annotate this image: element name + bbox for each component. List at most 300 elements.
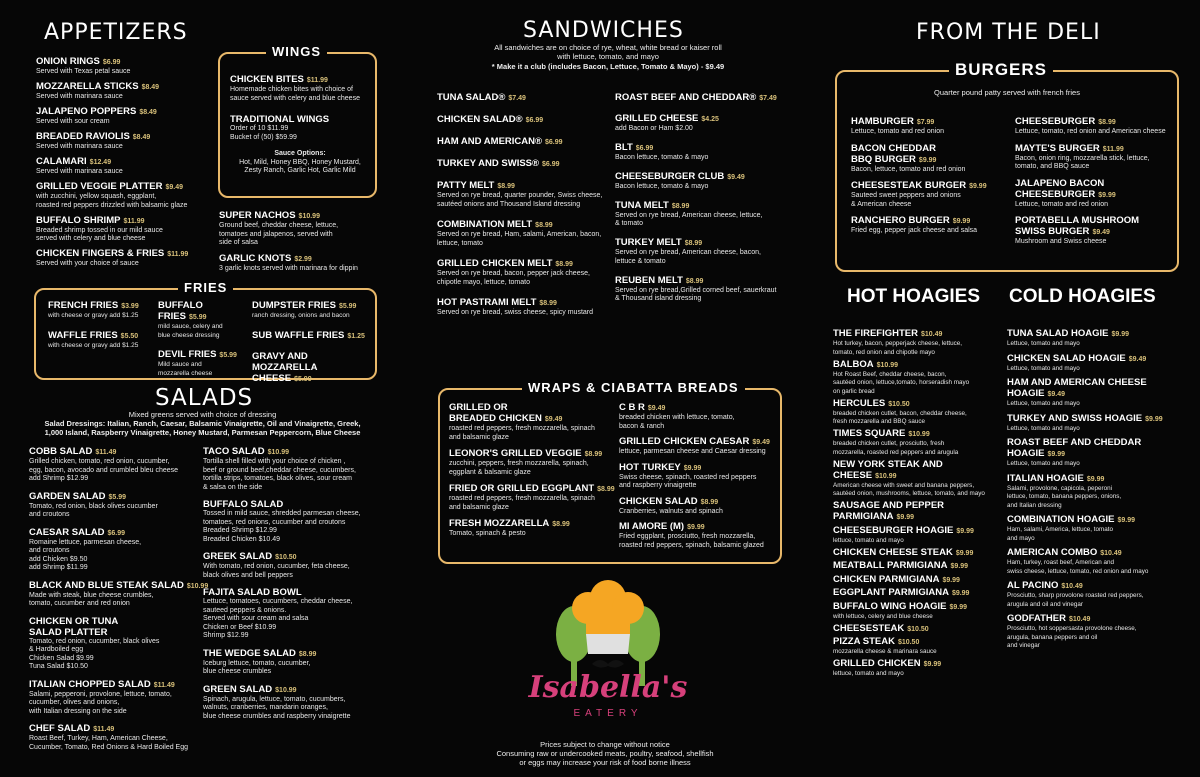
menu-item — [833, 560, 1003, 572]
menu-item-name — [833, 500, 1003, 523]
menu-item-name — [615, 113, 785, 125]
menu-item — [851, 116, 1016, 137]
menu-item — [203, 446, 388, 492]
menu-item — [36, 131, 221, 152]
menu-item — [1007, 473, 1187, 511]
fries-item-name — [158, 349, 253, 361]
fries-item-price: $5.99 — [338, 303, 357, 310]
item-name-text: BREADED RAVIOLIS — [36, 131, 130, 142]
item-name-text: HAM AND AMERICAN CHEESE HOAGIE — [1007, 377, 1147, 399]
item-price: $9.99 — [956, 527, 974, 535]
item-description: lettuce, tomato and mayo — [833, 536, 904, 544]
fries-name-text: GRAVY AND MOZZARELLA CHEESE — [252, 350, 318, 384]
menu-item — [29, 580, 209, 609]
menu-item-name — [36, 56, 221, 68]
item-price: $7.49 — [759, 95, 777, 102]
menu-item-name — [1007, 613, 1187, 625]
item-price: $10.49 — [1068, 616, 1091, 623]
item-price: $8.99 — [539, 300, 557, 307]
item-description: Hot turkey, bacon, pepperjack cheese, lettuce, tomato, red onion and chipotle mayo — [833, 340, 963, 356]
menu-item — [203, 648, 388, 677]
item-description: Tomato, red onion, cucumber, black olives & Hardboiled egg Chicken Salad $9.99 Tuna Salad $10.50 — [29, 637, 160, 670]
menu-item-name — [619, 436, 777, 448]
menu-item — [833, 636, 1003, 657]
menu-item-name — [29, 723, 209, 735]
burgers-right-list — [1015, 116, 1175, 253]
menu-item — [833, 328, 1003, 357]
menu-item-name — [437, 136, 615, 148]
item-name-text: HOT PASTRAMI MELT — [437, 297, 537, 308]
item-description: add Bacon or Ham $2.00 — [615, 124, 693, 132]
item-name-text: C B R — [619, 402, 645, 413]
item-price: $8.99 — [700, 498, 719, 506]
menu-item — [851, 180, 1016, 209]
item-price: $10.99 — [876, 361, 899, 369]
item-price: $10.99 — [298, 213, 320, 220]
item-description: Served with your choice of sauce — [36, 260, 139, 267]
salads-left-list — [29, 446, 209, 759]
fries-item — [252, 300, 374, 321]
item-price: $10.50 — [888, 400, 910, 408]
menu-item-name — [1007, 514, 1187, 526]
item-name-text: FRESH MOZZARELLA — [449, 518, 550, 529]
item-name-text: LEONOR'S GRILLED VEGGIE — [449, 448, 582, 459]
wings-traditional-name: TRADITIONAL WINGS — [230, 114, 330, 125]
item-description: Lettuce, tomato and mayo — [1007, 424, 1080, 432]
fries-item-name — [252, 300, 374, 312]
item-description: Salami, provolone, capicola, peperoni lettuce, tomato, banana peppers, onions, and Italian dressing — [1007, 484, 1122, 509]
item-price: $6.99 — [635, 144, 654, 152]
fries-item-name — [252, 330, 374, 342]
wings-bites-name: CHICKEN BITES — [230, 74, 304, 85]
item-price: $9.99 — [969, 183, 987, 190]
item-price: $8.99 — [497, 183, 515, 190]
menu-item — [1007, 377, 1187, 409]
item-price: $9.99 — [1111, 331, 1130, 338]
item-description: Served on rye bread, American cheese, bacon, lettuce & tomato — [615, 249, 761, 265]
item-name-text: PATTY MELT — [437, 180, 495, 191]
item-price: $8.99 — [671, 202, 690, 210]
item-name-text: GREEK SALAD — [203, 551, 273, 562]
menu-item-name — [29, 679, 209, 691]
item-name-text: GRILLED CHICKEN — [833, 658, 921, 669]
menu-item — [851, 215, 1016, 236]
menu-item-name — [615, 237, 785, 249]
item-price: $6.99 — [544, 139, 563, 146]
item-price: $12.49 — [89, 159, 112, 166]
fries-item-price: $5.99 — [294, 375, 312, 383]
item-name-text: PIZZA STEAK — [833, 636, 895, 647]
item-description: breaded chicken cutlet, prosciutto, fresh mozzarella, roasted red peppers and arugula — [833, 440, 959, 456]
menu-item-name — [437, 258, 615, 270]
item-name-text: BUFFALO SALAD — [203, 499, 284, 510]
item-price: $6.99 — [102, 59, 121, 66]
menu-item — [36, 81, 221, 102]
wings-bites-desc: Homemade chicken bites with choice of sauce served with celery and blue cheese — [230, 86, 360, 102]
item-description: Cranberries, walnuts and spinach — [619, 507, 723, 515]
item-description: Tomato, red onion, black olives cucumber and croutons — [29, 502, 158, 518]
wings-title: WINGS — [266, 44, 327, 59]
item-description: Served on rye bread, quarter pounder, Swiss cheese, sautéed onions and Thousand Island dressing — [437, 192, 603, 208]
menu-item-name — [619, 496, 777, 508]
menu-item — [833, 601, 1003, 622]
fries-title: FRIES — [178, 280, 233, 295]
menu-item — [615, 275, 785, 304]
item-name-text: ROAST BEEF AND CHEDDAR® — [615, 92, 757, 103]
item-description: lettuce, parmesan cheese and Caesar dressing — [619, 448, 766, 455]
menu-item — [203, 684, 388, 722]
menu-item — [437, 92, 615, 104]
item-description: Tomato, spinach & pesto — [449, 530, 526, 537]
wraps-box — [438, 380, 782, 564]
menu-item-name — [36, 248, 221, 260]
item-description: Bacon lettuce, tomato & mayo — [615, 182, 709, 190]
item-description: Ham, turkey, roast beef, American and swiss cheese, lettuce, tomato, red onion and mayo — [1007, 559, 1149, 575]
item-name-text: THE WEDGE SALAD — [203, 647, 296, 659]
item-price: $8.99 — [555, 261, 573, 268]
menu-item — [29, 527, 209, 573]
item-name-text: EGGPLANT PARMIGIANA — [833, 587, 949, 598]
item-description: with zucchini, yellow squash, eggplant, roasted red peppers drizzled with balsamic glaze — [36, 193, 188, 209]
item-name-text: CHEESEBURGER CLUB — [615, 170, 725, 182]
item-price: $11.99 — [123, 217, 145, 225]
menu-item — [29, 679, 209, 717]
menu-item — [29, 491, 209, 520]
sandwiches-left-list — [437, 92, 615, 328]
menu-item-name — [219, 210, 389, 222]
menu-item-name — [449, 518, 619, 530]
item-name-text: HERCULES — [833, 397, 886, 409]
menu-item-name — [1007, 353, 1187, 365]
menu-item — [833, 574, 1003, 586]
item-name-text: MI AMORE (M) — [619, 521, 685, 532]
item-description: American cheese with sweet and banana peppers, sautéed onion, mushrooms, lettuce, tomato, and mayo — [833, 481, 985, 497]
fries-name-text: SUB WAFFLE FRIES — [252, 329, 345, 341]
logo-subtitle: EATERY — [573, 708, 643, 719]
menu-item — [1007, 580, 1187, 609]
menu-item-name — [29, 527, 209, 539]
menu-item-name — [619, 402, 777, 414]
burgers-intro: Quarter pound patty served with french fries — [934, 88, 1080, 97]
menu-item — [1015, 215, 1175, 247]
item-price: $9.99 — [950, 563, 969, 570]
item-price: $11.99 — [167, 251, 189, 258]
menu-item — [203, 587, 388, 641]
fries-name-text: DEVIL FRIES — [158, 349, 217, 360]
item-name-text: SUPER NACHOS — [219, 210, 296, 221]
item-description: Served with Texas petal sauce — [36, 68, 131, 75]
menu-item — [437, 114, 615, 126]
deli-title: FROM THE DELI — [916, 20, 1101, 45]
item-price: $9.99 — [918, 156, 937, 164]
menu-item-name — [1007, 547, 1187, 559]
hot-hoagies-list — [833, 328, 1003, 680]
appetizers-extra-list — [219, 210, 389, 278]
item-name-text: NEW YORK STEAK AND CHEESE — [833, 458, 943, 481]
item-price: $11.49 — [95, 449, 117, 456]
cold-hoagies-title: COLD HOAGIES — [1009, 286, 1156, 307]
menu-item — [449, 402, 619, 442]
item-name-text: PORTABELLA MUSHROOM SWISS BURGER — [1015, 215, 1140, 237]
sandwiches-intro: All sandwiches are on choice of rye, wheat, white bread or kaiser roll with lettuce, tomato, and mayo — [494, 43, 722, 61]
menu-item-name — [36, 131, 221, 143]
menu-item-name — [437, 158, 615, 170]
menu-item — [36, 156, 221, 177]
item-name-text: BUFFALO SHRIMP — [36, 214, 121, 226]
item-name-text: FRIED OR GRILLED EGGPLANT — [449, 483, 595, 494]
menu-item — [1015, 143, 1175, 172]
item-name-text: GRILLED VEGGIE PLATTER — [36, 181, 163, 192]
fries-item-name — [48, 330, 166, 342]
item-name-text: GRILLED CHEESE — [615, 112, 699, 124]
menu-item-name — [833, 587, 1003, 599]
item-price: $9.99 — [942, 576, 960, 584]
cold-hoagies-list — [1007, 328, 1187, 655]
item-name-text: GARLIC KNOTS — [219, 252, 292, 264]
menu-item-name — [449, 483, 619, 495]
menu-item — [437, 258, 615, 287]
menu-item — [449, 518, 619, 539]
item-price: $11.99 — [1102, 145, 1124, 153]
item-description: zucchini, peppers, fresh mozzarella, spinach, eggplant & balsamic glaze — [449, 460, 589, 476]
item-price: $2.99 — [294, 255, 312, 263]
item-price: $10.50 — [275, 554, 297, 561]
item-description: Served on rye bread, bacon, pepper jack cheese, chipotle mayo, lettuce, tomato — [437, 270, 590, 286]
item-description: Served on rye bread, Ham, salami, American, bacon, lettuce, tomato — [437, 231, 602, 247]
item-description: Fried eggplant, prosciutto, fresh mozzarella, roasted red peppers, spinach, balsamic glazed — [619, 533, 764, 549]
menu-item-name — [833, 658, 1003, 670]
item-description: Served on rye bread,Grilled corned beef, sauerkraut & Thousand island dressing — [615, 286, 777, 302]
menu-item-name — [833, 636, 1003, 648]
item-description: Spinach, arugula, lettuce, tomato, cucumbers, walnuts, cranberries, mandarin oranges, blue cheese crumbles and raspberry vinaigrette — [203, 695, 351, 720]
menu-item — [437, 136, 615, 148]
menu-item-name — [619, 521, 777, 533]
item-name-text: CHICKEN OR TUNA SALAD PLATTER — [29, 615, 119, 638]
menu-item — [449, 448, 619, 477]
item-price: $9.49 — [544, 416, 563, 423]
menu-item-name — [833, 574, 1003, 586]
item-name-text: CAESAR SALAD — [29, 526, 105, 538]
item-name-text: HAMBURGER — [851, 116, 914, 127]
appetizers-title: APPETIZERS — [44, 20, 188, 45]
item-price: $8.99 — [1098, 119, 1116, 126]
fries-item — [252, 351, 374, 385]
fries-item-price: $3.99 — [121, 303, 139, 310]
menu-item — [437, 180, 615, 209]
salads-title: SALADS — [155, 385, 254, 411]
item-price: $6.99 — [525, 117, 544, 124]
item-name-text: SAUSAGE AND PEPPER PARMIGIANA — [833, 500, 945, 522]
item-price: $10.49 — [1100, 550, 1122, 557]
sauce-options-title: Sauce Options: — [274, 150, 326, 157]
menu-item — [36, 56, 221, 77]
item-price: $6.99 — [542, 161, 560, 168]
item-name-text: MEATBALL PARMIGIANA — [833, 560, 948, 571]
item-name-text: CHEESESTEAK BURGER — [851, 180, 967, 191]
item-name-text: BUFFALO WING HOAGIE — [833, 600, 947, 612]
fries-name-text: BUFFALO FRIES — [158, 300, 203, 322]
menu-item-name — [36, 181, 221, 193]
item-price: $8.99 — [298, 650, 317, 658]
item-price: $10.99 — [908, 431, 930, 438]
fries-item — [158, 300, 253, 340]
salads-right-list — [203, 446, 388, 728]
item-price: $9.99 — [951, 590, 970, 597]
menu-item-name — [29, 446, 209, 458]
hot-hoagies-title: HOT HOAGIES — [847, 286, 981, 307]
item-price: $9.99 — [896, 514, 915, 521]
item-description: Lettuce, tomato and red onion — [1015, 200, 1109, 208]
menu-item — [1015, 178, 1175, 210]
item-price: $10.99 — [275, 686, 297, 694]
item-price: $8.49 — [139, 109, 157, 116]
menu-item — [1007, 514, 1187, 543]
item-name-text: ITALIAN CHOPPED SALAD — [29, 678, 151, 690]
menu-item-name — [833, 459, 1003, 482]
menu-item — [833, 623, 1003, 635]
item-name-text: MAYTE'S BURGER — [1015, 142, 1100, 154]
item-name-text: HAM AND AMERICAN® — [437, 136, 542, 147]
item-name-text: GRILLED CHICKEN CAESAR — [619, 436, 750, 447]
item-price: $7.99 — [916, 119, 935, 126]
item-price: $11.49 — [153, 681, 175, 689]
menu-item — [36, 215, 221, 244]
menu-item-name — [437, 297, 615, 309]
menu-item — [36, 181, 221, 210]
fries-item-desc: ranch dressing, onions and bacon — [252, 312, 350, 319]
item-description: roasted red peppers, fresh mozzarella, spinach and balsamic glaze — [449, 495, 595, 511]
menu-item — [833, 428, 1003, 457]
item-price: $6.99 — [107, 529, 126, 537]
menu-item — [833, 459, 1003, 499]
item-price: $9.99 — [1047, 451, 1066, 458]
menu-item — [619, 521, 777, 550]
menu-item-name — [36, 106, 221, 118]
menu-item-name — [615, 142, 785, 154]
item-price: $8.99 — [552, 521, 570, 528]
menu-item-name — [1015, 215, 1175, 238]
menu-item — [615, 200, 785, 229]
item-price: $9.99 — [687, 524, 705, 531]
menu-item — [36, 248, 221, 269]
menu-item — [619, 496, 777, 517]
item-name-text: FAJITA SALAD BOWL — [203, 587, 302, 598]
item-price: $9.99 — [1098, 191, 1116, 199]
wings-box — [218, 44, 377, 198]
item-name-text: CHICKEN SALAD — [619, 495, 698, 507]
item-description: Served on rye bread, swiss cheese, spicy mustard — [437, 309, 594, 316]
item-name-text: AL PACINO — [1007, 580, 1059, 591]
item-name-text: BALBOA — [833, 358, 874, 370]
menu-item — [1007, 353, 1187, 374]
item-price: $7.49 — [508, 95, 526, 102]
burgers-box — [835, 60, 1179, 272]
item-description: Served with marinara sauce — [36, 93, 123, 100]
item-name-text: REUBEN MELT — [615, 274, 683, 286]
menu-item-name — [1007, 437, 1187, 460]
item-name-text: MOZZARELLA STICKS — [36, 81, 139, 92]
menu-item-name — [36, 215, 221, 227]
logo-name: Isabella's — [528, 670, 688, 705]
item-price: $9.99 — [683, 464, 702, 472]
item-price: $9.49 — [647, 405, 666, 412]
fries-item — [48, 300, 166, 321]
burgers-left-list — [851, 116, 1016, 242]
menu-item-name — [615, 200, 785, 212]
isabellas-logo — [528, 578, 688, 728]
item-name-text: TUNA MELT — [615, 199, 669, 211]
item-name-text: ONION RINGS — [36, 56, 100, 67]
salads-intro: Mixed greens served with choice of dressing — [128, 410, 277, 419]
menu-item — [833, 359, 1003, 397]
menu-item — [615, 171, 785, 192]
item-description: Lettuce, tomatoes, cucumbers, cheddar cheese, sauteed peppers & onions. Served with sour cream and salsa Chicken or Beef $10.99 Shrimp $12.99 — [203, 598, 353, 639]
menu-item — [833, 500, 1003, 523]
menu-item — [833, 587, 1003, 599]
item-price: $8.49 — [132, 134, 151, 141]
wings-bites-price: $11.99 — [306, 77, 328, 84]
item-price: $9.99 — [1145, 415, 1163, 423]
menu-item — [833, 547, 1003, 559]
menu-item-name — [449, 448, 619, 460]
sauce-options: Hot, Mild, Honey BBQ, Honey Mustard, Zesty Ranch, Garlic Hot, Garlic Mild — [239, 158, 361, 174]
menu-item-name — [36, 81, 221, 93]
item-price: $10.99 — [875, 472, 897, 480]
item-description: breaded chicken with lettuce, tomato, bacon & ranch — [619, 414, 735, 430]
menu-item — [1015, 116, 1175, 137]
menu-item-name — [619, 462, 777, 474]
item-name-text: CHICKEN SALAD HOAGIE — [1007, 352, 1126, 364]
item-description: Lettuce, tomato and mayo — [1007, 400, 1080, 407]
menu-item — [219, 253, 389, 274]
fries-col-2 — [158, 300, 253, 387]
menu-item — [29, 616, 209, 672]
item-description: Swiss cheese, spinach, roasted red peppers and raspberry vinaigrette — [619, 473, 757, 489]
fries-item — [48, 330, 166, 351]
menu-item — [833, 398, 1003, 427]
item-description: With tomato, red onion, cucumber, feta cheese, black olives and bell peppers — [203, 563, 350, 579]
fries-item-desc: mild sauce, celery and blue cheese dressing — [158, 323, 223, 339]
item-name-text: BLT — [615, 141, 633, 153]
item-description: Lettuce, tomato and red onion — [851, 128, 945, 135]
item-description: Tossed in mild sauce, shredded parmesan cheese, tomatoes, red onions, cucumber and croutons Breaded Shrimp $12.99 Breaded Chicken $10.49 — [203, 510, 361, 543]
item-name-text: TIMES SQUARE — [833, 428, 906, 439]
item-description: with lettuce, celery and blue cheese — [833, 612, 933, 620]
menu-item-name — [203, 648, 388, 660]
item-price: $8.99 — [597, 486, 615, 493]
item-name-text: CHEESESTEAK — [833, 622, 905, 634]
menu-item — [203, 551, 388, 580]
fries-col-3 — [252, 300, 374, 394]
menu-item-name — [833, 359, 1003, 371]
menu-item-name — [1007, 328, 1187, 340]
item-name-text: HOT TURKEY — [619, 461, 681, 473]
item-price: $9.99 — [955, 549, 974, 557]
item-name-text: TACO SALAD — [203, 446, 265, 457]
menu-item — [1007, 413, 1187, 434]
item-price: $8.49 — [141, 84, 160, 91]
menu-item-name — [851, 143, 1016, 166]
menu-item-name — [1015, 143, 1175, 155]
item-price: $8.99 — [684, 240, 703, 247]
item-name-text: TURKEY AND SWISS® — [437, 158, 540, 169]
item-description: Grilled chicken, tomato, red onion, cucumber, egg, bacon, avocado and crumbled bleu cheese add Shrimp $12.99 — [29, 458, 179, 482]
item-name-text: CALAMARI — [36, 156, 87, 167]
item-description: Lettuce, tomato and mayo — [1007, 460, 1080, 467]
menu-item-name — [833, 547, 1003, 559]
item-description: 3 garlic knots served with marinara for dippin — [219, 264, 358, 272]
item-name-text: JALAPENO POPPERS — [36, 106, 137, 117]
